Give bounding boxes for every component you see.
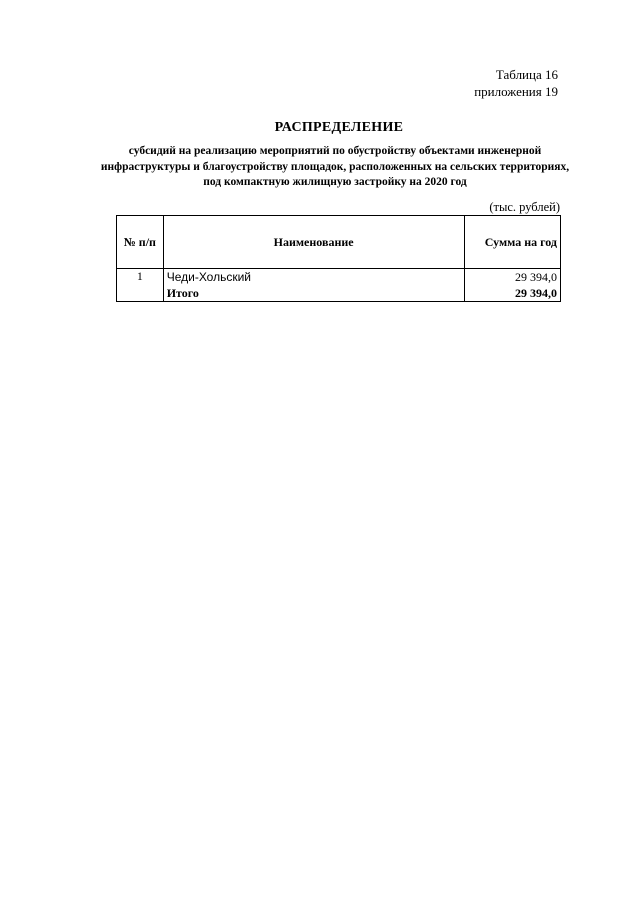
header-name: Наименование (163, 216, 464, 269)
header-number: № п/п (117, 216, 164, 269)
units-label: (тыс. рублей) (489, 200, 560, 214)
header-sum: Сумма на год (464, 216, 560, 269)
row-sum-value: 29 394,0 (515, 270, 557, 284)
row-number (117, 269, 164, 302)
document-title: РАСПРЕДЕЛЕНИЕ (274, 120, 404, 135)
row-name (163, 269, 464, 302)
total-sum-value: 29 394,0 (515, 286, 557, 300)
table-header-row (117, 216, 561, 269)
table-reference (474, 66, 558, 100)
distribution-table (116, 215, 561, 302)
total-label: Итого (166, 286, 199, 300)
appendix-label: приложения 19 (474, 84, 558, 99)
table-row (117, 269, 561, 302)
row-sum (464, 269, 560, 302)
row-name-value: Чеди-Хольский (166, 270, 252, 284)
document-subtitle: субсидий на реализацию мероприятий по обустройству объектами инженерной инфраструктуры и благоустройству площадок, расположенных на сельских территориях, под компактную жилищную застройку на 2020 год (100, 145, 570, 188)
row-number-value: 1 (136, 269, 143, 283)
table-number-label: Таблица 16 (495, 67, 558, 82)
